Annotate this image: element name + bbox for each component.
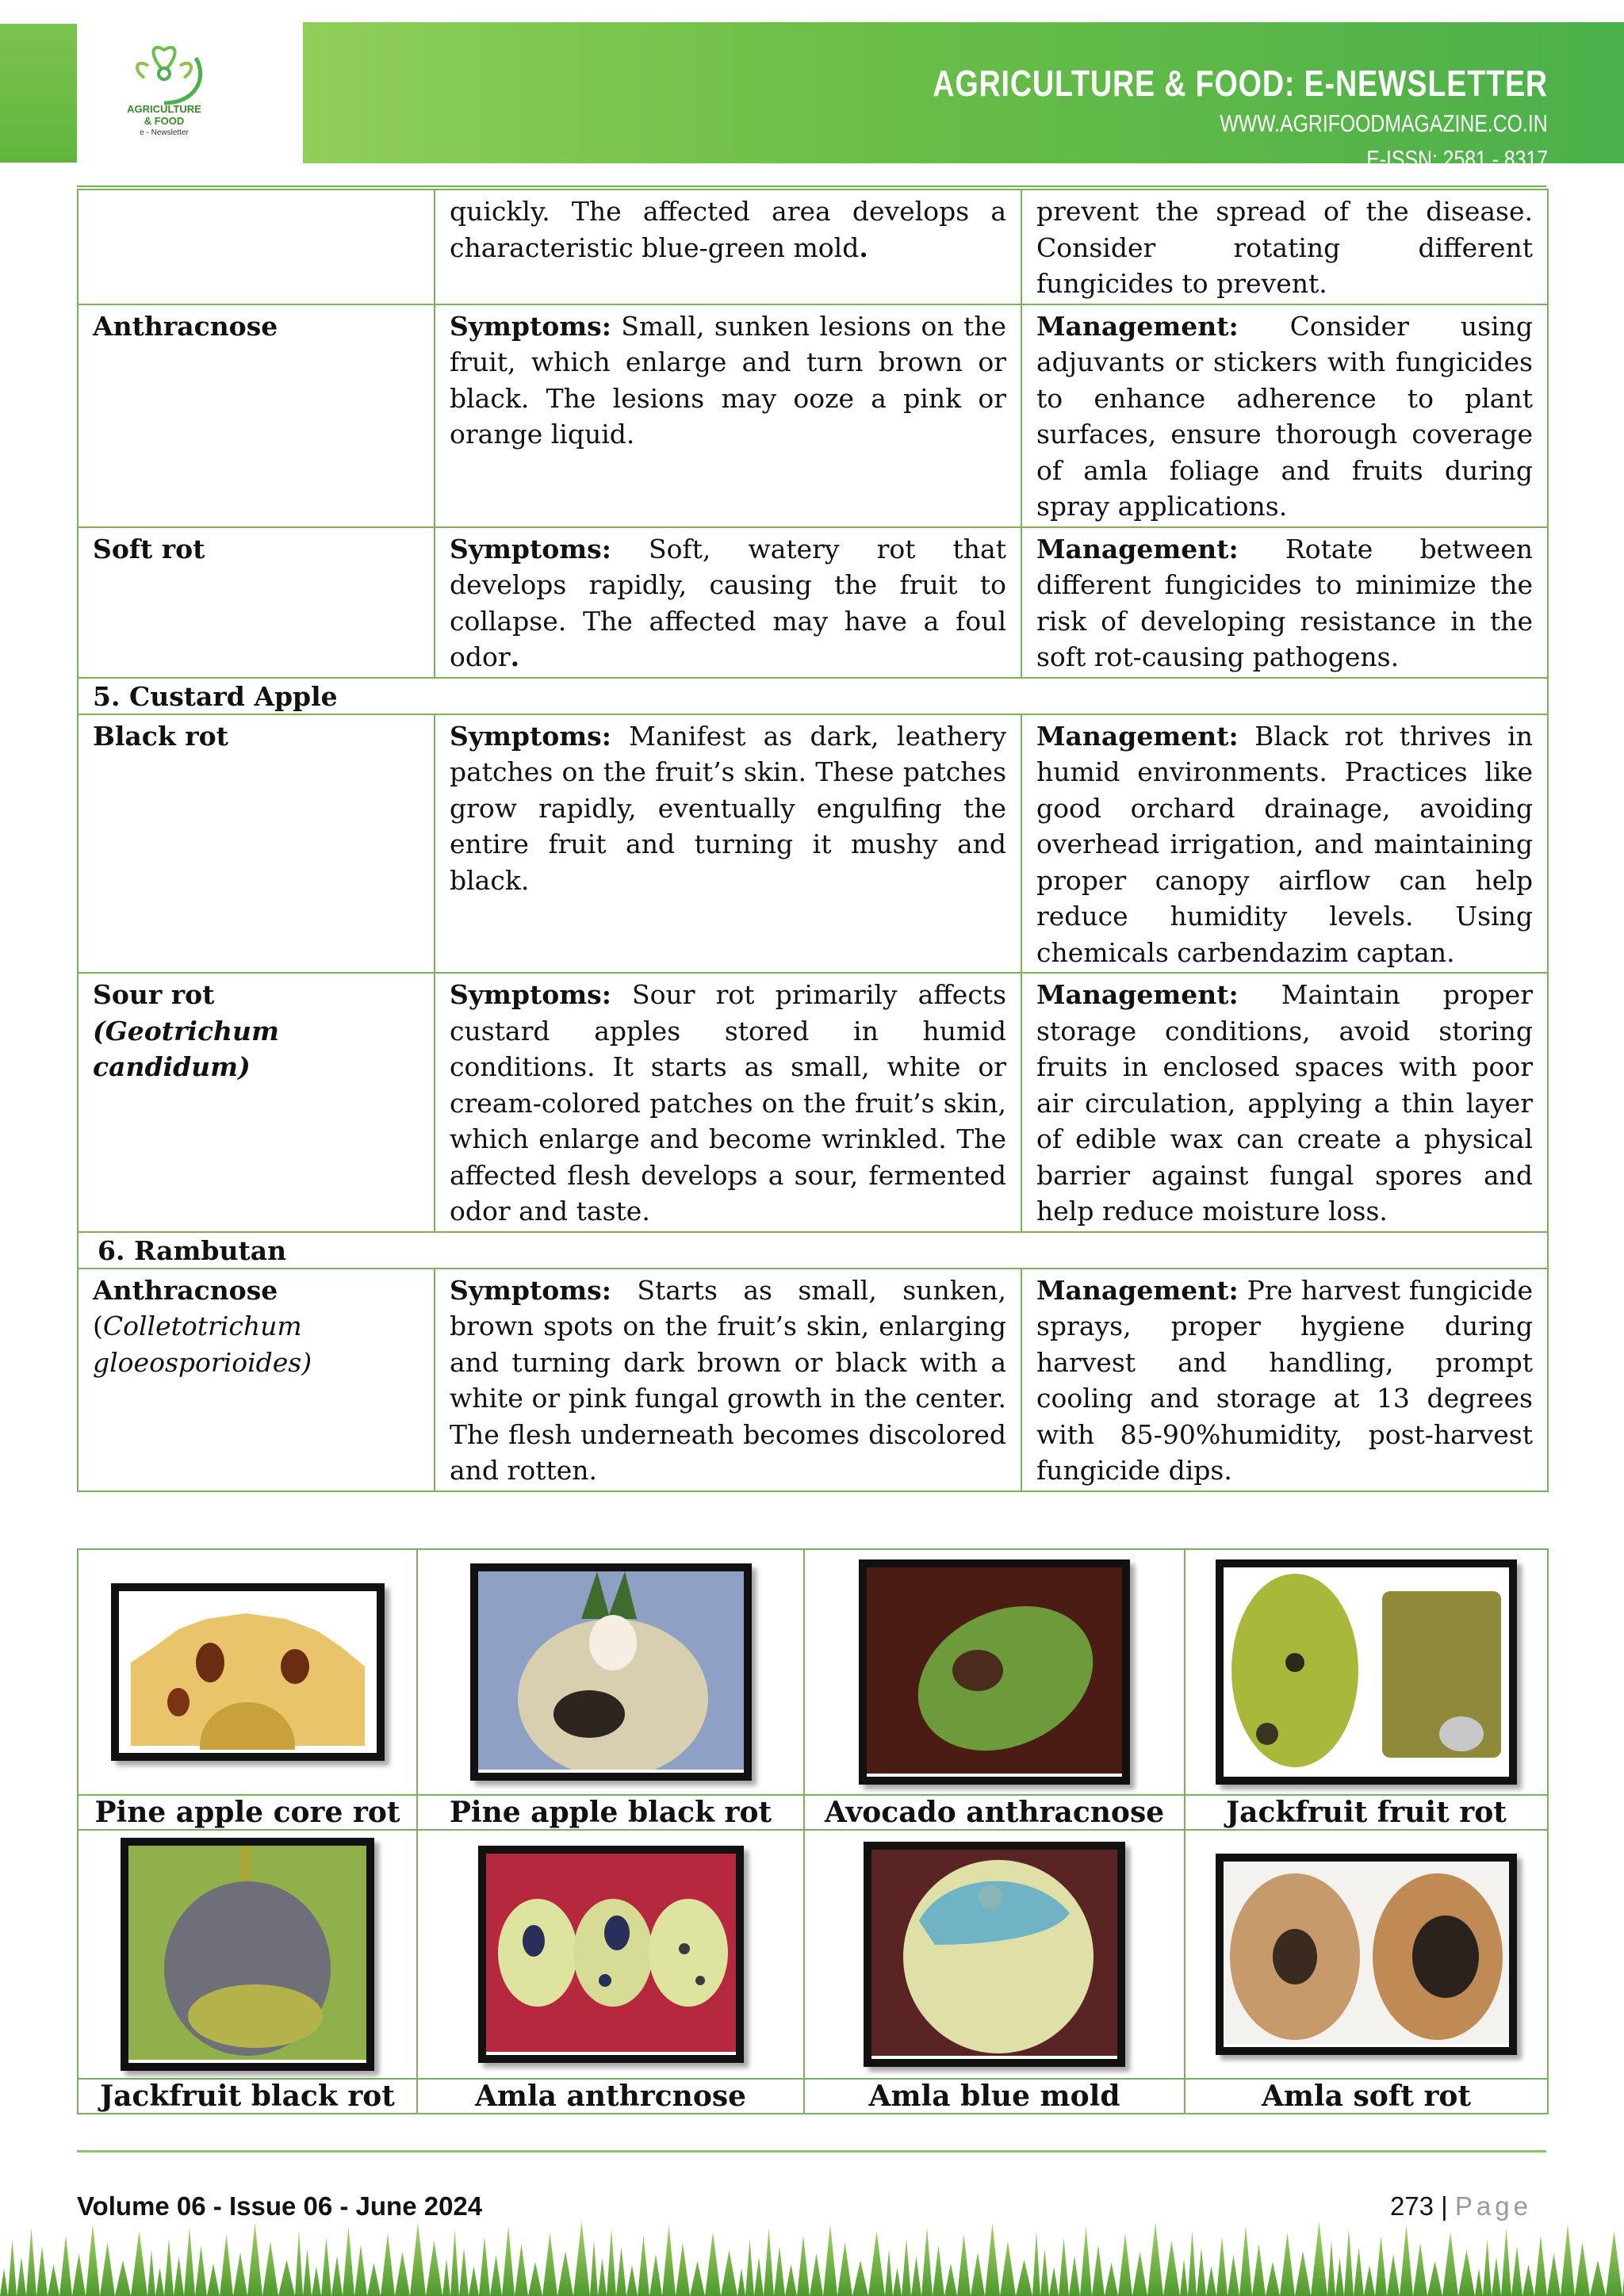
disease-name-cell: Anthracnose — [78, 304, 435, 527]
photo-cell — [1185, 1830, 1548, 2079]
photo-cell — [417, 1830, 804, 2079]
section-heading-custard-apple: 5. Custard Apple — [78, 678, 1548, 714]
symptoms-label: Symptoms: — [450, 720, 611, 752]
page-word: Page — [1454, 2191, 1532, 2221]
symptoms-label: Symptoms: — [450, 310, 611, 342]
symptoms-text: Starts as small, sunken, brown spots on the fruit’s skin, enlarging and turning dark brown or black with a white or pink fungal growth in the center. The flesh underneath becomes discolored and rotten. — [450, 1274, 1006, 1486]
jackfruit-fruit-rot-photo — [1216, 1559, 1517, 1785]
management-cell — [1021, 714, 1548, 974]
symptoms-end: . — [859, 232, 868, 263]
table-row — [78, 189, 1548, 304]
header-banner — [303, 22, 1624, 173]
photo-cell — [804, 1549, 1185, 1795]
photo-cell — [417, 1549, 804, 1795]
photo-caption: Avocado anthracnose — [804, 1795, 1185, 1830]
amla-blue-mold-photo — [864, 1842, 1125, 2067]
management-cell — [1021, 973, 1548, 1232]
leaf-logo-icon — [117, 30, 212, 109]
management-text: Pre harvest fungicide sprays, proper hygiene during harvest and handling, prompt cooling and storage at 13 degrees with 85-90%humidity, post-harvest fungicide dips. — [1036, 1274, 1533, 1486]
header-left-bar — [0, 24, 77, 163]
table-row — [78, 304, 1548, 527]
table-row — [78, 714, 1548, 974]
management-cell — [1021, 304, 1548, 527]
symptoms-end: . — [510, 641, 520, 672]
photo-caption: Amla soft rot — [1185, 2079, 1548, 2114]
photo-caption: Amla anthrcnose — [417, 2079, 804, 2114]
section-heading-rambutan: 6. Rambutan — [78, 1232, 1548, 1269]
photo-row — [78, 1830, 1548, 2079]
website-url[interactable]: WWW.AGRIFOODMAGAZINE.CO.IN — [1220, 109, 1548, 137]
pineapple-black-rot-photo — [470, 1563, 752, 1781]
pathogen-open-paren: ( — [93, 1311, 103, 1341]
symptoms-text: Sour rot primarily affects custard apples stored in humid conditions. It starts as small, white or cream-colored patches on the fruit’s skin, which enlarge and become wrinkled. The affected flesh develops a sour, fermented odor and taste. — [450, 979, 1006, 1226]
management-label: Management: — [1036, 533, 1239, 564]
disease-name-cell: Soft rot — [78, 527, 435, 678]
photo-caption: Jackfruit black rot — [78, 2079, 417, 2114]
symptoms-cell — [435, 189, 1021, 304]
symptoms-cell — [435, 304, 1021, 527]
issn-number: E-ISSN: 2581 - 8317 — [1366, 145, 1548, 173]
pineapple-core-rot-photo — [111, 1583, 385, 1761]
disease-name-cell — [78, 1269, 435, 1491]
disease-name-cell — [78, 189, 435, 304]
newsletter-title: AGRICULTURE & FOOD: E-NEWSLETTER — [933, 63, 1548, 104]
jackfruit-black-rot-photo — [121, 1838, 374, 2071]
table-row — [78, 1269, 1548, 1491]
amla-soft-rot-photo — [1216, 1854, 1517, 2055]
section-row — [78, 1232, 1548, 1269]
section-row — [78, 678, 1548, 714]
management-cell — [1021, 1269, 1548, 1491]
management-label: Management: — [1036, 979, 1239, 1010]
photo-caption: Pine apple black rot — [417, 1795, 804, 1830]
caption-row — [78, 2079, 1548, 2114]
symptoms-cell — [435, 714, 1021, 974]
management-label: Management: — [1036, 720, 1239, 752]
pathogen-name: Colletotrichum gloeosporioides) — [93, 1311, 312, 1378]
disease-table — [77, 189, 1549, 1492]
photo-caption: Amla blue mold — [804, 2079, 1185, 2114]
magazine-logo — [77, 24, 303, 163]
symptoms-text: Small, sunken lesions on the fruit, which enlarge and turn brown or black. The lesions may ooze a pink or orange liquid. — [450, 310, 1006, 450]
management-text: Maintain proper storage conditions, avoid storing fruits in enclosed spaces with poor air circulation, applying a thin layer of edible wax can create a physical barrier against fungal spores and help reduce moisture loss. — [1036, 979, 1533, 1226]
symptoms-cell — [435, 1269, 1021, 1491]
photo-caption: Jackfruit fruit rot — [1185, 1795, 1548, 1830]
caption-row — [78, 1795, 1548, 1830]
disease-name: Sour rot — [93, 979, 215, 1010]
management-text: Black rot thrives in humid environments. Practices like good orchard drainage, avoiding overhead irrigation, and maintaining proper canopy airflow can help reduce humidity levels. Using chemicals carbendazim captan. — [1036, 720, 1533, 968]
symptoms-label: Symptoms: — [450, 533, 611, 564]
symptoms-text: Soft, watery rot that develops rapidly, causing the fruit to collapse. The affected may have a foul odor — [450, 533, 1006, 672]
symptoms-label: Symptoms: — [450, 979, 611, 1010]
page-number-value: 273 — [1389, 2191, 1434, 2221]
disease-name-cell: Black rot — [78, 714, 435, 974]
symptoms-text: quickly. The affected area develops a characteristic blue-green mold — [450, 196, 1006, 263]
table-row — [78, 973, 1548, 1232]
page-number — [1390, 2191, 1532, 2221]
photo-cell — [804, 1830, 1185, 2079]
symptoms-label: Symptoms: — [450, 1274, 611, 1306]
amla-anthracnose-photo — [478, 1846, 744, 2063]
management-text: Rotate between different fungicides to minimize the risk of developing resistance in the soft rot-causing pathogens. — [1036, 533, 1533, 672]
pathogen-name: (Geotrichum candidum) — [93, 1015, 279, 1082]
photo-grid — [77, 1548, 1549, 2114]
photo-cell — [78, 1549, 417, 1795]
disease-name-cell — [78, 973, 435, 1232]
management-text: Consider using adjuvants or stickers with fungicides to enhance adherence to plant surfaces, ensure thorough coverage of amla foliage and fruits during spray applications. — [1036, 310, 1533, 522]
photo-cell — [78, 1830, 417, 2079]
logo-text-line1: AGRICULTURE — [127, 103, 201, 115]
logo-text-line3: e - Newsletter — [140, 128, 189, 137]
management-cell: prevent the spread of the disease. Consider rotating different fungicides to prevent. — [1021, 189, 1548, 304]
photo-row — [78, 1549, 1548, 1795]
photo-cell — [1185, 1549, 1548, 1795]
bottom-divider — [77, 2150, 1546, 2152]
logo-text-line2: & FOOD — [144, 115, 185, 127]
table-row — [78, 527, 1548, 678]
page-separator: | — [1434, 2191, 1455, 2221]
photo-caption: Pine apple core rot — [78, 1795, 417, 1830]
avocado-anthracnose-photo — [859, 1559, 1130, 1785]
volume-issue: Volume 06 - Issue 06 - June 2024 — [77, 2191, 483, 2221]
disease-name: Anthracnose — [93, 1274, 278, 1306]
symptoms-cell — [435, 973, 1021, 1232]
management-label: Management: — [1036, 1274, 1239, 1306]
symptoms-text: Manifest as dark, leathery patches on the fruit’s skin. These patches grow rapidly, eventually engulfing the entire fruit and turning it mushy and black. — [450, 720, 1006, 896]
top-divider — [77, 186, 1546, 187]
management-label: Management: — [1036, 310, 1239, 342]
management-cell — [1021, 527, 1548, 678]
symptoms-cell — [435, 527, 1021, 678]
